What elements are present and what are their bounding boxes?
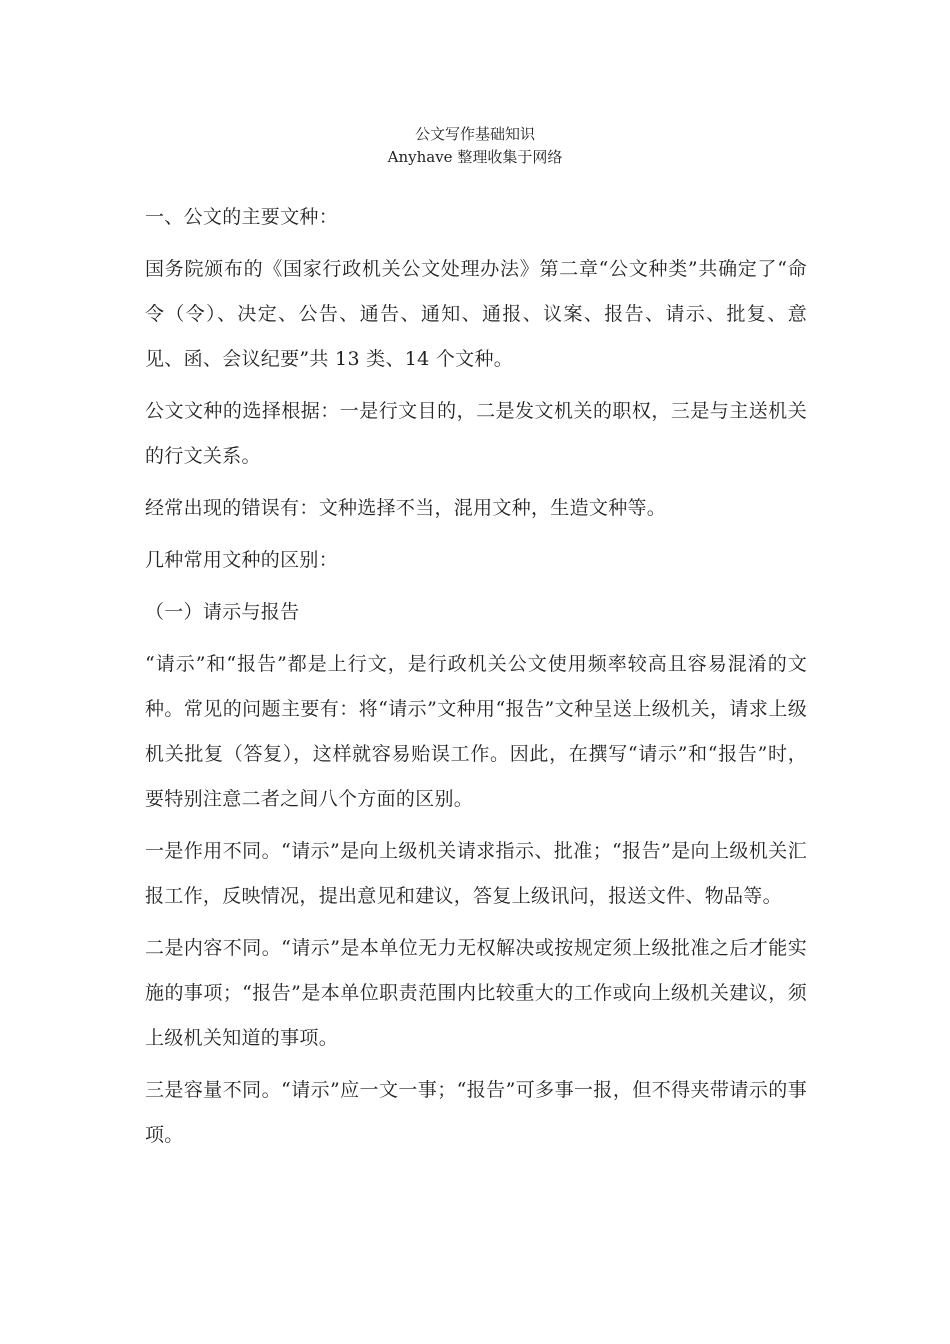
paragraph: 国务院颁布的《国家行政机关公文处理办法》第二章“公文种类”共确定了“命令（令）、决定、公告、通告、通知、通报、议案、报告、请示、批复、意见、函、会议纪要”共 13 类、14 个文种。 [145,258,807,370]
document-subtitle: Anyhave 整理收集于网络 [387,148,563,166]
paragraph: 公文文种的选择根据：一是行文目的，二是发文机关的职权，三是与主送机关的行文关系。 [145,400,807,467]
paragraph: 经常出现的错误有：文种选择不当，混用文种，生造文种等。 [145,497,667,519]
paragraph: 三是容量不同。“请示”应一文一事；“报告”可多事一报，但不得夹带请示的事项。 [145,1079,807,1146]
document-title: 公文写作基础知识 [414,125,535,143]
document-body [145,195,807,1165]
paragraph: “请示”和“报告”都是上行文，是行政机关公文使用频率较高且容易混淆的文种。常见的问题主要有：将“请示”文种用“报告”文种呈送上级机关，请求上级机关批复（答复），这样就容易贻误工作。因此，在撰写“请示”和“报告”时，要特别注意二者之间八个方面的区别。 [145,653,807,810]
paragraph: 几种常用文种的区别： [145,549,339,571]
paragraph: 二是内容不同。“请示”是本单位无力无权解决或按规定须上级批准之后才能实施的事项；“报告”是本单位职责范围内比较重大的工作或向上级机关建议，须上级机关知道的事项。 [145,937,807,1049]
subsection-heading: （一）请示与报告 [145,601,300,623]
paragraph: 一是作用不同。“请示”是向上级机关请求指示、批准；“报告”是向上级机关汇报工作，反映情况，提出意见和建议，答复上级讯问，报送文件、物品等。 [145,840,807,907]
section-heading: 一、公文的主要文种： [145,206,339,228]
title-block [0,123,950,169]
